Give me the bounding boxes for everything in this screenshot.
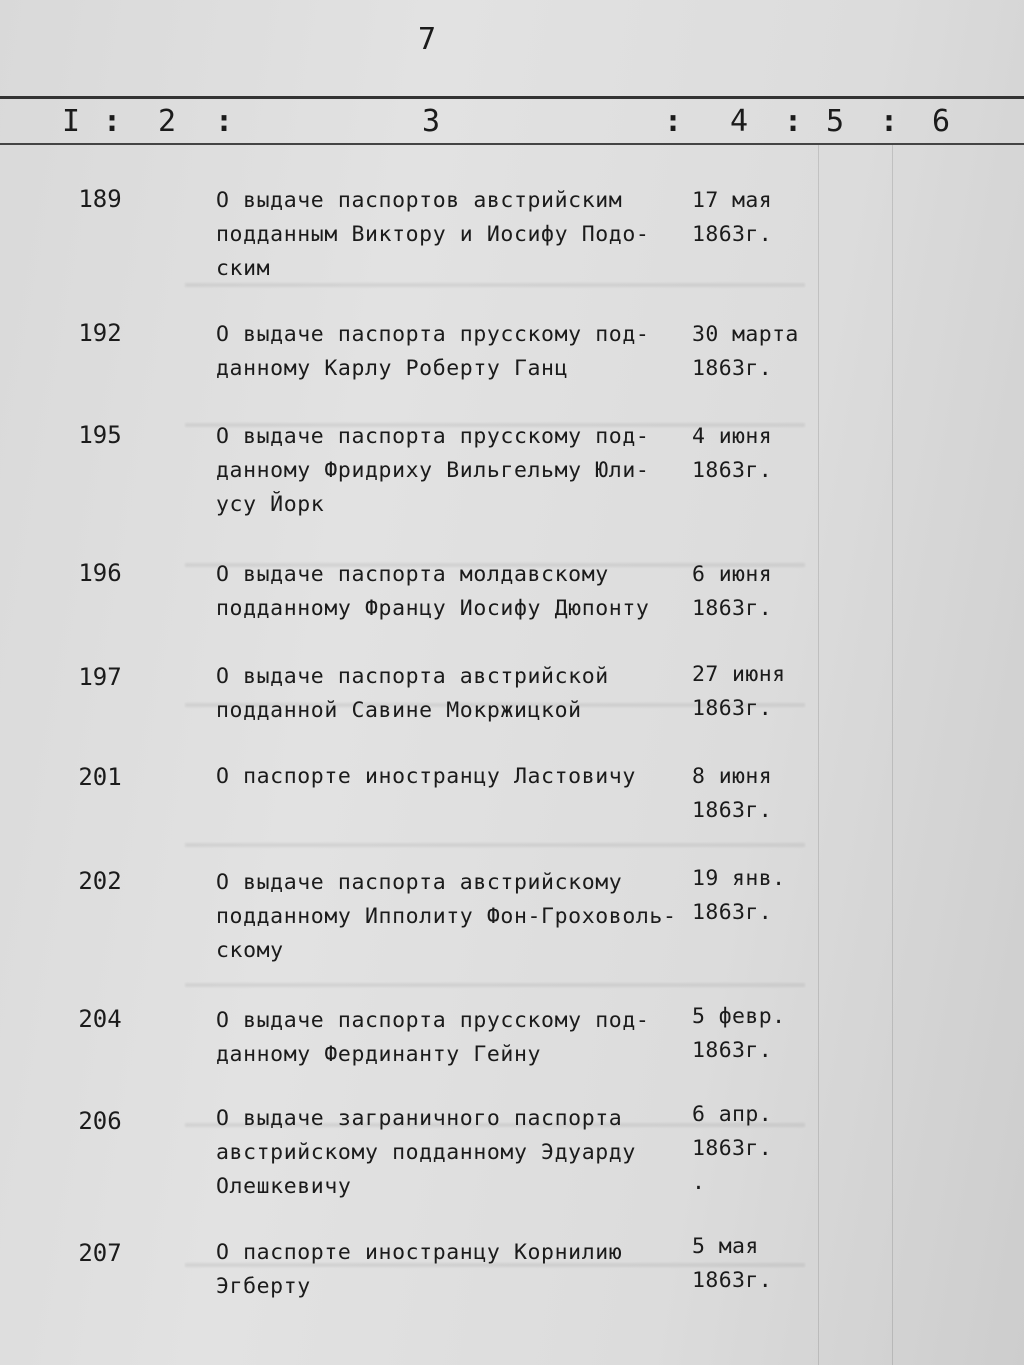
row-title: О паспорте иностранцу Корнилию Эгберту (216, 1240, 623, 1299)
row-number: 192 (78, 319, 122, 347)
header-col-6: 6 (932, 104, 951, 139)
row-date: 27 июня 1863г. (692, 662, 786, 721)
row-title: О выдаче паспорта австрийскому подданному Ипполиту Фон-Гроховоль- скому (216, 870, 677, 963)
header-separator: : (215, 104, 234, 139)
row-date: 8 июня 1863г. (692, 764, 773, 823)
header-separator: : (103, 104, 122, 139)
row-number: 207 (78, 1239, 122, 1267)
header-separator: : (784, 104, 803, 139)
row-date: 6 июня 1863г. (692, 562, 773, 621)
header-rule-bottom (0, 143, 1024, 145)
row-date: 17 мая 1863г. (692, 188, 773, 247)
row-date: 5 февр. 1863г. (692, 1004, 786, 1063)
row-date: 4 июня 1863г. (692, 424, 773, 483)
row-number: 204 (78, 1005, 122, 1033)
page-number: 7 (418, 22, 437, 57)
header-col-5: 5 (826, 104, 845, 139)
row-title: О выдаче паспорта прусскому под- данному Фердинанту Гейну (216, 1008, 650, 1067)
header-separator: : (664, 104, 683, 139)
row-title: О выдаче паспорта австрийской подданной Савине Мокржицкой (216, 664, 609, 723)
header-rule-top (0, 96, 1024, 99)
row-title: О выдаче паспорта прусскому под- данному Карлу Роберту Ганц (216, 322, 650, 381)
row-number: 189 (78, 185, 122, 213)
column-divider (892, 145, 893, 1365)
row-number: 197 (78, 663, 122, 691)
header-separator: : (880, 104, 899, 139)
row-number: 201 (78, 763, 122, 791)
row-number: 202 (78, 867, 122, 895)
header-col-1: I (62, 104, 81, 139)
row-title: О выдаче паспортов австрийским подданным Виктору и Иосифу Подо- ским (216, 188, 650, 281)
row-date: 30 марта 1863г. (692, 322, 799, 381)
row-title: О выдаче паспорта прусскому под- данному Фридриху Вильгельму Юли- усу Йорк (216, 424, 650, 517)
row-title: О выдаче паспорта молдавскому подданному Францу Иосифу Дюпонту (216, 562, 650, 621)
row-title: О паспорте иностранцу Ластовичу (216, 764, 636, 789)
header-col-2: 2 (158, 104, 177, 139)
row-title: О выдаче заграничного паспорта австрийскому подданному Эдуарду Олешкевичу (216, 1106, 636, 1199)
row-number: 195 (78, 421, 122, 449)
header-col-3: 3 (422, 104, 441, 139)
row-date: 5 мая 1863г. (692, 1234, 773, 1293)
header-col-4: 4 (730, 104, 749, 139)
row-number: 206 (78, 1107, 122, 1135)
row-date: 19 янв. 1863г. (692, 866, 786, 925)
row-number: 196 (78, 559, 122, 587)
row-date: 6 апр. 1863г. . (692, 1102, 773, 1195)
